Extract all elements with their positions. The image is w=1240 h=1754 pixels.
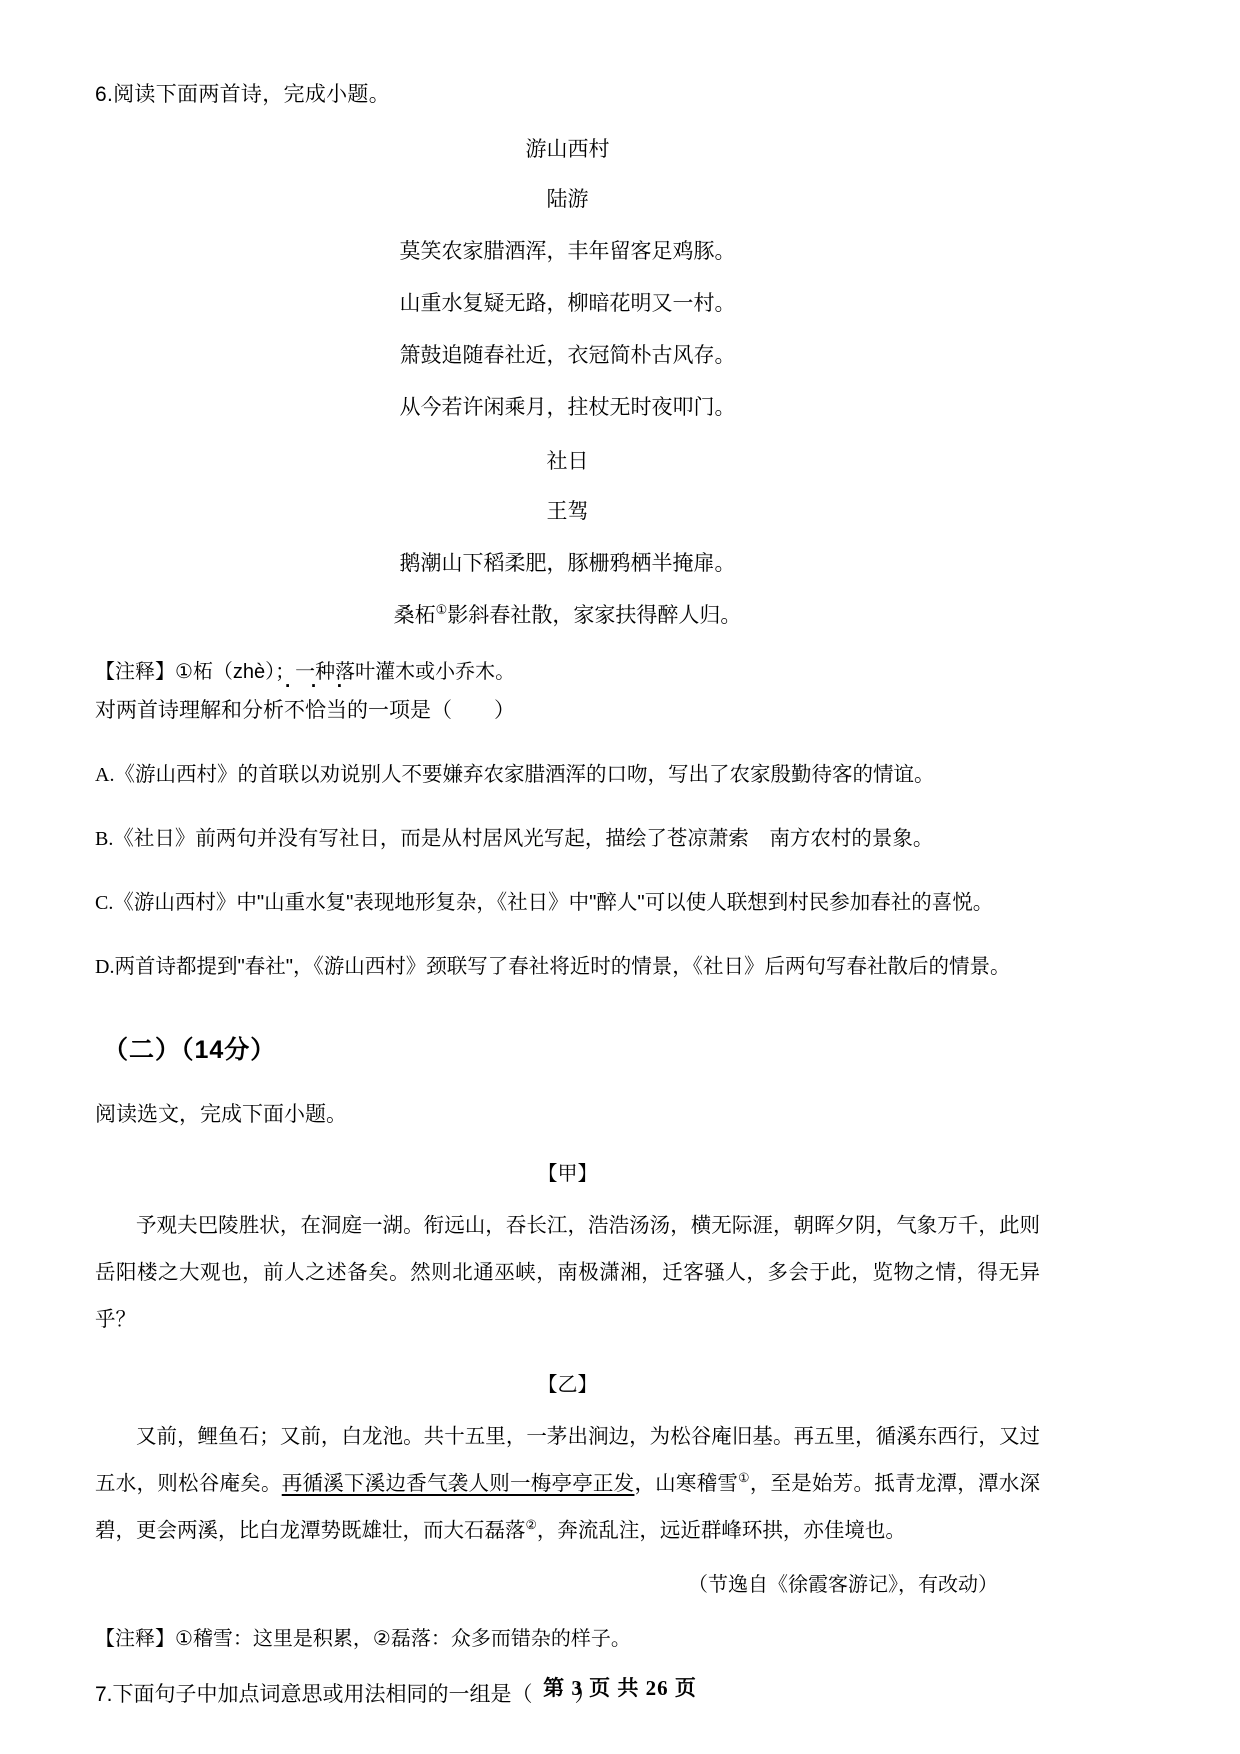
- option-b-label: B.: [95, 828, 114, 850]
- passage-yi-text: [95, 1413, 1040, 1554]
- prompt-emphasis: · · · 不恰当: [284, 699, 347, 722]
- question-6-prompt: [95, 694, 1040, 728]
- option-c[interactable]: [95, 886, 1040, 920]
- question-6-notes: 【注释】①柘（zhè）；一种落叶灌木或小乔木。: [95, 661, 516, 683]
- yi-part-2c: ，奔流乱注，远近群峰环拱，亦佳境也。: [536, 1519, 906, 1542]
- footnote-marker-1: ①: [738, 1470, 750, 1486]
- poem-1-title: 游山西村: [525, 138, 610, 161]
- option-a-label: A.: [95, 764, 115, 786]
- footnote-marker-1: ①: [435, 602, 448, 617]
- yi-part-2a: ，山寒稽雪: [634, 1472, 739, 1495]
- yi-part-2b: ，至是始芳。抵青龙潭，潭水深碧，更会两溪，比白龙潭势既雄壮，而大石磊落: [95, 1472, 1041, 1542]
- option-c-text: 《游山西村》中"山重水复"表现地形复杂，《社日》中"醉人"可以使人联想到村民参加春社的喜悦。: [113, 891, 994, 914]
- option-a-text: 《游山西村》的首联以劝说别人不要嫌弃农家腊酒浑的口吻，写出了农家殷勤待客的情谊。: [114, 763, 935, 786]
- yi-part-1: 又前，鲤鱼石；又前，白龙池。共十五里，一茅出涧边，为松谷庵旧基。再五里，循溪东西行，又过五水，则松谷庵矣。: [95, 1425, 1040, 1495]
- prompt-post: 的一项是（ ）: [347, 699, 515, 722]
- section-instruction: 阅读选文，完成下面小题。: [95, 1103, 347, 1126]
- poem-2-title: 社日: [546, 450, 589, 473]
- question-6-stem: 6.阅读下面两首诗，完成小题。: [95, 83, 391, 106]
- option-d-label: D.: [95, 956, 115, 978]
- section-notes: 【注释】①稽雪：这里是积累，②磊落：众多而错杂的样子。: [95, 1628, 631, 1650]
- yi-underlined-clause: 再循溪下溪边香气袭人则一梅亭亭正发: [281, 1472, 635, 1495]
- prompt-pre: 对两首诗理解和分析: [95, 699, 284, 722]
- poem-1-line-4: 从今若许闲乘月，拄杖无时夜叩门。: [399, 396, 736, 419]
- question-7-stem: 7.下面句子中加点词意思或用法相同的一组是（ ）: [95, 1683, 596, 1706]
- poem-2-line-1: 鹅潮山下稻柔肥，豚栅鸦栖半掩扉。: [399, 552, 736, 575]
- poem-2-line-2: [95, 600, 1040, 632]
- option-d-text: 两首诗都提到"春社"，《游山西村》颈联写了春社将近时的情景，《社日》后两句写春社散后的情景。: [114, 955, 1011, 978]
- section-heading: （二）（14分）: [103, 1036, 277, 1064]
- page-footer: 第 3 页 共 26 页: [543, 1676, 697, 1700]
- option-d[interactable]: [95, 950, 1040, 984]
- poem-2-line-2-pre: 桑柘: [393, 604, 436, 627]
- poem-1-line-3: 箫鼓追随春社近，衣冠简朴古风存。: [399, 344, 736, 367]
- poem-2-line-2-post: 影斜春社散，家家扶得醉人归。: [447, 604, 742, 627]
- passage-yi-label: 【乙】: [537, 1374, 598, 1396]
- passage-jia-text: 予观夫巴陵胜状，在洞庭一湖。衔远山，吞长江，浩浩汤汤，横无际涯，朝晖夕阴，气象万千，此则岳阳楼之大观也，前人之述备矣。然则北通巫峡，南极潇湘，迁客骚人，多会于此，览物之情，得无异乎？: [95, 1214, 1040, 1331]
- question-6-prompt-wrap: [95, 694, 1040, 728]
- poem-2-author: 王驾: [546, 500, 589, 523]
- option-b[interactable]: [95, 822, 1040, 856]
- poem-1-line-1: 莫笑农家腊酒浑，丰年留客足鸡豚。: [399, 240, 736, 263]
- option-c-label: C.: [95, 892, 114, 914]
- option-b-text: 《社日》前两句并没有写社日，而是从村居风光写起，描绘了苍凉萧索 南方农村的景象。: [113, 827, 934, 850]
- poem-1-author: 陆游: [546, 188, 589, 211]
- passage-jia-label: 【甲】: [537, 1163, 598, 1185]
- page-content: [95, 78, 1040, 1712]
- poem-1-line-2: 山重水复疑无路，柳暗花明又一村。: [399, 292, 736, 315]
- footnote-marker-2: ②: [525, 1517, 537, 1533]
- option-a[interactable]: [95, 758, 1040, 792]
- passage-attribution: （节逸自《徐霞客游记》，有改动）: [688, 1574, 998, 1596]
